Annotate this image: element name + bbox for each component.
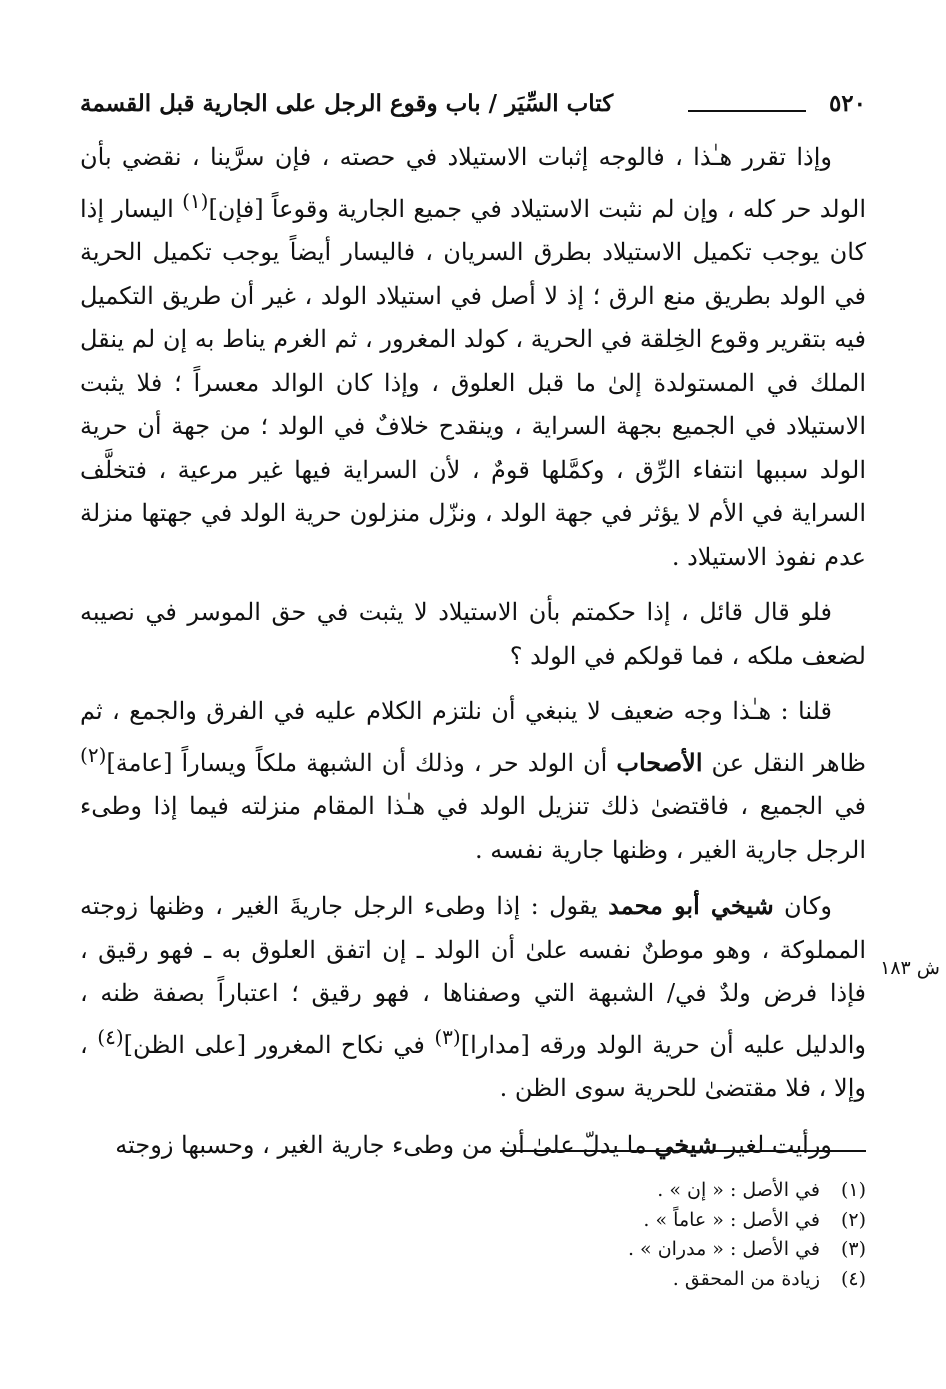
footnote-ref-3: (٣)	[434, 1024, 461, 1049]
footnote-number: (٣)	[840, 1238, 866, 1260]
bold-term: الأصحاب	[616, 747, 703, 777]
footnote-item	[80, 1235, 866, 1265]
margin-note: ش ١٨٣	[880, 957, 940, 979]
footnote-text: في الأصل : « عاماً » .	[643, 1208, 820, 1231]
footnote-ref-2: (٢)	[80, 742, 107, 767]
paragraph-2: فلو قال قائل ، إذا حكمتم بأن الاستيلاد لا يثبت في حق الموسر في نصيبه لضعف ملكه ، فما قولكم في الولد ؟	[80, 598, 866, 670]
footnote-text: في الأصل : « مدران » .	[627, 1238, 820, 1260]
bold-term: شيخي	[654, 1129, 718, 1159]
header-rule	[688, 110, 806, 112]
footnote-text: زيادة من المحقق .	[672, 1267, 820, 1290]
paragraph-4: وكان شيخي أبو محمد يقول : إذا وطىء الرجل جاريةَ الغير ، وظنها زوجته المملوكة ، وهو موطنٌ نفسه علىٰ أن الولد ـ إن اتفق العلوق به ـ فهو رقيق ، فإذا فرض ولدٌ في/ الشبهة التي وصفناها ، فهو رقيق ؛ اعتباراً بصفة ظنه ، والدليل عليه أن حرية الولد ورقه [مدارا]$^{(٣)}$ في نكاح المغرور [على الظن]$^{(٤)}$ ، وإلا ، فلا مقتضىٰ للحرية سوى الظن .	[80, 891, 866, 1102]
footnote-ref-1: (١)	[182, 188, 209, 213]
page-header	[80, 86, 866, 126]
footnotes	[80, 1176, 866, 1294]
running-title: كتاب السِّيَر / باب وقوع الرجل على الجارية قبل القسمة	[80, 90, 614, 117]
body-text	[80, 136, 866, 1167]
footnote-number: (١)	[840, 1179, 866, 1201]
footnote-ref-4: (٤)	[97, 1024, 124, 1049]
page-number: ٥٢٠	[828, 90, 866, 117]
footnote-text: في الأصل : « إن » .	[657, 1179, 820, 1201]
paragraph-3: قلنا : هـٰذا وجه ضعيف لا ينبغي أن نلتزم الكلام عليه في الفرق والجمع ، ثم ظاهر النقل عن الأصحاب أن الولد حر ، وذلك أن الشبهة ملكاً ويساراً [عامة]$^{(٢)}$ في الجميع ، فاقتضىٰ ذلك تنزيل الولد في هـٰذا المقام منزلته فيما إذا وطىء الرجل جارية الغير ، وظنها جارية نفسه .	[80, 697, 866, 864]
bold-term: شيخي أبو محمد	[608, 891, 774, 920]
footnote-number: (٢)	[840, 1208, 866, 1231]
footnote-item	[80, 1206, 866, 1236]
paragraph-5: ورأيت لغير شيخي ما يدلّ علىٰ أن من وطىء جارية الغير ، وحسبها زوجته	[115, 1129, 832, 1159]
footnote-item	[80, 1176, 866, 1206]
footnote-rule	[500, 1150, 866, 1152]
paragraph-1: وإذا تقرر هـٰذا ، فالوجه إثبات الاستيلاد في حصته ، فإن سرَّينا ، نقضي بأن الولد حر كله ، وإن لم نثبت الاستيلاد في جميع الجارية وقوعاً [فإن]$^{(١)}$ اليسار إذا كان يوجب تكميل الاستيلاد بطرق السريان ، فاليسار أيضاً يوجب تكميل الحرية في الولد بطريق منع الرق ؛ إذ لا أصل في استيلاد الولد ، غير أن طريق التكميل فيه بتقرير وقوع الخِلقة في الحرية ، كولد المغرور ، ثم الغرم يناط به إن لم ينقل الملك في المستولدة إلىٰ ما قبل العلوق ، وإذا كان الوالد معسراً ؛ فلا يثبت الاستيلاد في الجميع بجهة السراية ، وينقدح خلافٌ في الولد ؛ من جهة أن حرية الولد سببها انتفاء الرِّق ، وكمَّلها قومٌ ، لأن السراية فيها غير مرعية ، فتخلَّف السراية في الأم لا يؤثر في جهة الولد ، ونزّل منزلون حرية الولد في جهتها منزلة عدم نفوذ الاستيلاد .	[80, 143, 866, 571]
footnote-number: (٤)	[840, 1267, 866, 1290]
footnote-item	[80, 1265, 866, 1295]
